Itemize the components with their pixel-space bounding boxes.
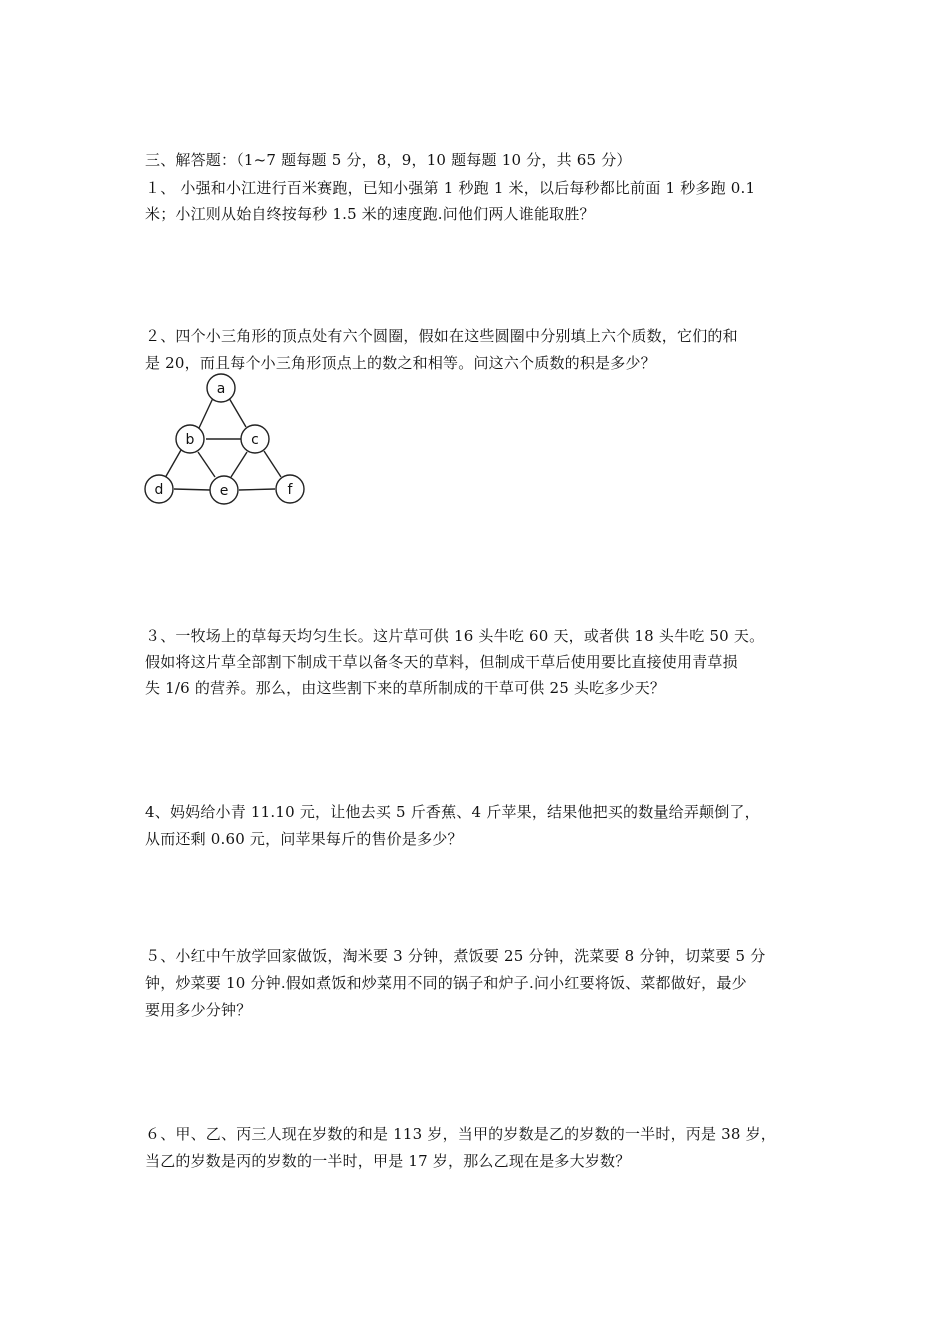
section-header: 三、解答题：（1~7 题每题 5 分，8，9，10 题每题 10 分，共 65 分）: [145, 151, 632, 169]
question-1-line-2: 米；小江则从始自终按每秒 1.5 米的速度跑.问他们两人谁能取胜？: [145, 205, 595, 223]
label-a: a: [216, 381, 226, 397]
question-4-line-2: 从而还剩 0.60 元，问苹果每斤的售价是多少？: [145, 830, 463, 848]
label-d: d: [154, 482, 164, 498]
question-2-line-2: 是 20，而且每个小三角形顶点上的数之和相等。问这六个质数的积是多少？: [145, 354, 656, 372]
label-c: c: [251, 432, 259, 448]
triangle-circle-diagram: [143, 373, 308, 508]
edge-d-e: [174, 489, 210, 490]
label-b: b: [185, 432, 195, 448]
label-e: e: [219, 483, 229, 499]
question-6-line-1: ６、甲、乙、丙三人现在岁数的和是 113 岁，当甲的岁数是乙的岁数的一半时，丙是 38 岁，: [145, 1125, 776, 1143]
edge-e-f: [239, 489, 275, 490]
question-2-line-1: ２、四个小三角形的顶点处有六个圆圈，假如在这些圆圈中分别填上六个质数，它们的和: [145, 327, 738, 345]
question-5-line-2: 钟，炒菜要 10 分钟.假如煮饭和炒菜用不同的锅子和炉子.问小红要将饭、菜都做好，最少: [145, 974, 747, 992]
question-3-line-2: 假如将这片草全部割下制成干草以备冬天的草料，但制成干草后使用要比直接使用青草损: [145, 653, 738, 671]
question-3-line-3: 失 1/6 的营养。那么，由这些割下来的草所制成的干草可供 25 头吃多少天？: [145, 679, 666, 697]
question-3-line-1: ３、一牧场上的草每天均匀生长。这片草可供 16 头牛吃 60 天，或者供 18 头牛吃 50 天。: [145, 627, 765, 645]
question-1-line-1: １、 小强和小江进行百米赛跑，已知小强第 1 秒跑 1 米，以后每秒都比前面 1 秒多跑 0.1: [145, 179, 756, 197]
question-6-line-2: 当乙的岁数是丙的岁数的一半时，甲是 17 岁，那么乙现在是多大岁数？: [145, 1152, 631, 1170]
label-f: f: [287, 482, 293, 498]
question-5-line-1: ５、小红中午放学回家做饭，淘米要 3 分钟，煮饭要 25 分钟，洗菜要 8 分钟，切菜要 5 分: [145, 947, 766, 965]
question-4-line-1: 4、妈妈给小青 11.10 元，让他去买 5 斤香蕉、4 斤苹果，结果他把买的数量给弄颠倒了，: [145, 803, 760, 821]
question-5-line-3: 要用多少分钟？: [145, 1001, 252, 1019]
